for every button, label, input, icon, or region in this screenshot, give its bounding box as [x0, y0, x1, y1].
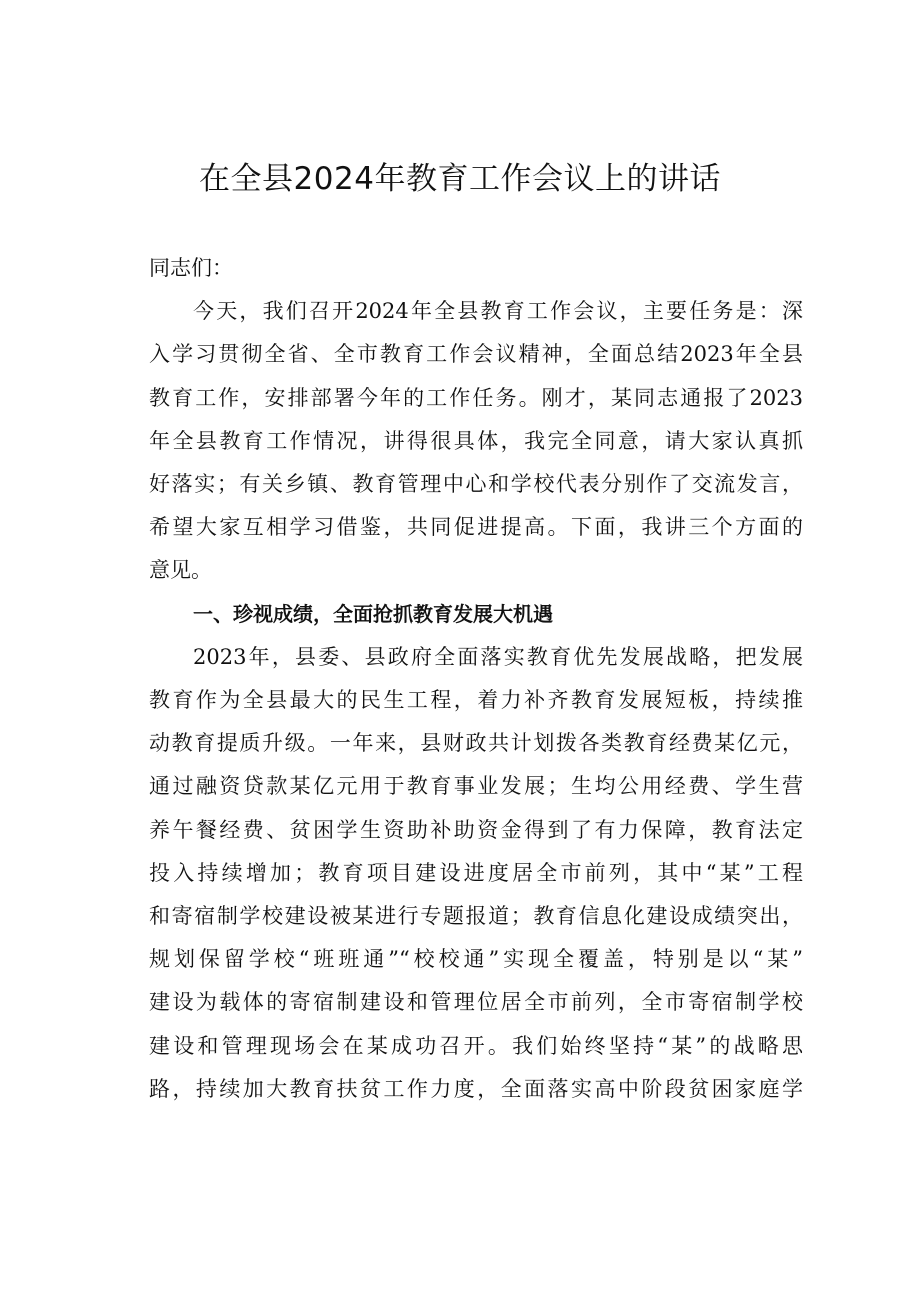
paragraph-achievements [149, 636, 803, 1111]
paragraph-line: 入学习贯彻全省、全市教育工作会议精神，全面总结2023年全县 [149, 342, 803, 367]
document-title: 在全县2024年教育工作会议上的讲话 [199, 161, 721, 197]
paragraph-line: 路，持续加大教育扶贫工作力度，全面落实高中阶段贫困家庭学 [149, 1076, 803, 1101]
paragraph-line: 希望大家互相学习借鉴，共同促进提高。下面，我讲三个方面的 [149, 515, 803, 540]
paragraph-line: 通过融资贷款某亿元用于教育事业发展；生均公用经费、学生营 [149, 774, 803, 799]
section-heading: 一、珍视成绩，全面抢抓教育发展大机遇 [193, 601, 553, 626]
paragraph-line: 今天，我们召开2024年全县教育工作会议，主要任务是：深 [193, 299, 803, 324]
paragraph-line: 建设和管理现场会在某成功召开。我们始终坚持“某”的战略思 [149, 1033, 803, 1058]
paragraph-line: 投入持续增加；教育项目建设进度居全市前列，其中“某”工程 [149, 860, 803, 885]
paragraph-line: 年全县教育工作情况，讲得很具体，我完全同意，请大家认真抓 [149, 428, 803, 453]
paragraph-line: 和寄宿制学校建设被某进行专题报道；教育信息化建设成绩突出， [149, 904, 803, 929]
paragraph-line: 养午餐经费、贫困学生资助补助资金得到了有力保障，教育法定 [149, 817, 803, 842]
paragraph-line: 规划保留学校“班班通”“校校通”实现全覆盖，特别是以“某” [149, 947, 803, 972]
paragraph-line: 好落实；有关乡镇、教育管理中心和学校代表分别作了交流发言， [149, 472, 803, 497]
paragraph-opening [149, 290, 803, 592]
paragraph-line: 建设为载体的寄宿制建设和管理位居全市前列，全市寄宿制学校 [149, 990, 803, 1015]
paragraph-line: 2023年，县委、县政府全面落实教育优先发展战略，把发展 [193, 644, 803, 669]
paragraph-line: 教育作为全县最大的民生工程，着力补齐教育发展短板，持续推 [149, 688, 803, 713]
paragraph-line: 动教育提质升级。一年来，县财政共计划拨各类教育经费某亿元， [149, 731, 803, 756]
paragraph-line: 教育工作，安排部署今年的工作任务。刚才，某同志通报了2023 [149, 385, 803, 410]
salutation: 同志们： [149, 256, 233, 280]
document-body [149, 247, 803, 1111]
paragraph-line: 意见。 [149, 558, 212, 583]
